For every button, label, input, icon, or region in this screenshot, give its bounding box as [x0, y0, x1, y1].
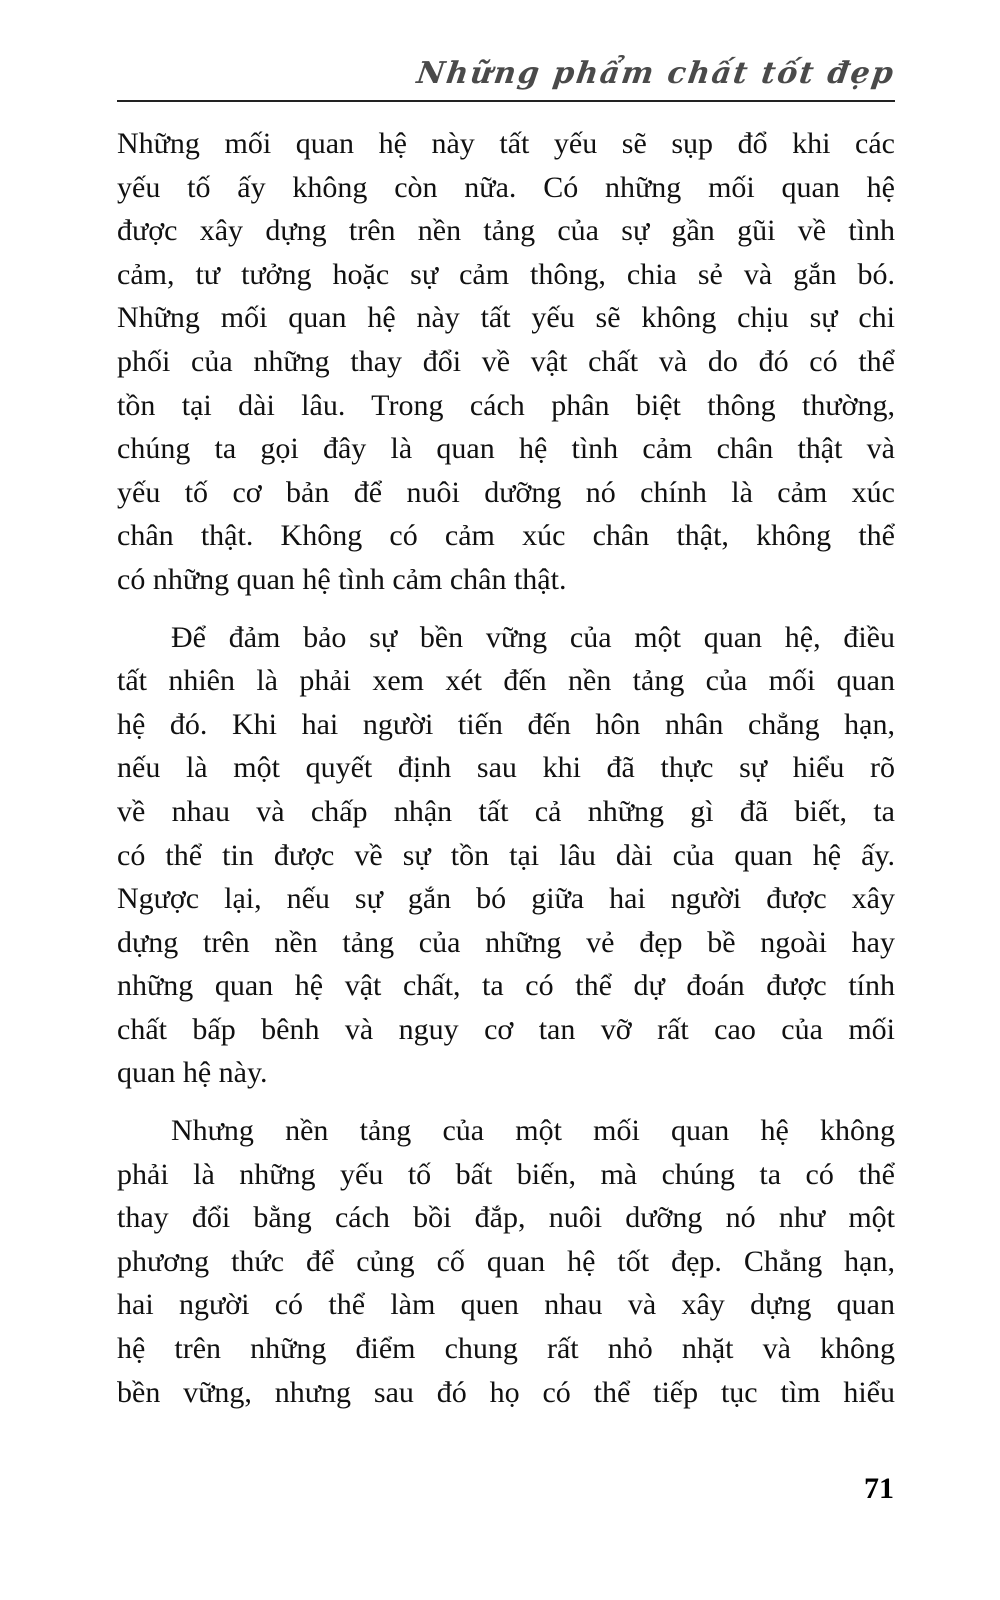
text-line: hai người có thể làm quen nhau và xây dựng quan: [117, 1288, 895, 1322]
paragraph-gap: [117, 602, 895, 616]
text-line: chân thật. Không có cảm xúc chân thật, không thể: [117, 519, 895, 553]
text-line: dựng trên nền tảng của những vẻ đẹp bề ngoài hay: [117, 925, 895, 959]
text-line: chúng ta gọi đây là quan hệ tình cảm chân thật và: [117, 432, 895, 466]
text-line: những quan hệ vật chất, ta có thể dự đoán được tính: [117, 969, 895, 1003]
text-line: Những mối quan hệ này tất yếu sẽ sụp đổ khi các: [117, 127, 895, 160]
text-line: yếu tố cơ bản để nuôi dưỡng nó chính là cảm xúc: [117, 475, 895, 509]
text-line: phối của những thay đổi về vật chất và do đó có thể: [117, 344, 895, 378]
running-header: [117, 52, 898, 102]
text-line: hệ trên những điểm chung rất nhỏ nhặt và không: [117, 1332, 895, 1366]
text-line: tất nhiên là phải xem xét đến nền tảng của mối quan: [117, 664, 895, 698]
text-line: bền vững, nhưng sau đó họ có thể tiếp tục tìm hiểu: [117, 1375, 895, 1409]
text-line: hệ đó. Khi hai người tiến đến hôn nhân chẳng hạn,: [117, 707, 895, 741]
text-line: Những mối quan hệ này tất yếu sẽ không chịu sự chi: [117, 301, 895, 335]
running-header-title: Những phẩm chất tốt đẹp: [414, 56, 898, 91]
text-line: Nhưng nền tảng của một mối quan hệ không: [171, 1114, 895, 1148]
text-line: Ngược lại, nếu sự gắn bó giữa hai người được xây: [117, 882, 895, 916]
text-line: tồn tại dài lâu. Trong cách phân biệt thông thường,: [117, 388, 895, 422]
paragraph-gap: [117, 1095, 895, 1109]
text-line: quan hệ này.: [117, 1056, 268, 1090]
text-line: phương thức để củng cố quan hệ tốt đẹp. Chẳng hạn,: [117, 1244, 895, 1278]
text-line: yếu tố ấy không còn nữa. Có những mối quan hệ: [117, 170, 895, 204]
text-line: cảm, tư tưởng hoặc sự cảm thông, chia sẻ và gắn bó.: [117, 257, 895, 291]
paragraph-2: [117, 616, 895, 1096]
text-line: nếu là một quyết định sau khi đã thực sự hiểu rõ: [117, 751, 895, 785]
text-line: có thể tin được về sự tồn tại lâu dài của quan hệ ấy.: [117, 838, 895, 872]
text-line: Để đảm bảo sự bền vững của một quan hệ, điều: [171, 620, 895, 654]
body-text: [117, 122, 895, 1414]
text-line: phải là những yếu tố bất biến, mà chúng ta có thể: [117, 1157, 895, 1191]
text-line: có những quan hệ tình cảm chân thật.: [117, 562, 567, 596]
text-line: chất bấp bênh và nguy cơ tan vỡ rất cao của mối: [117, 1012, 895, 1046]
text-line: về nhau và chấp nhận tất cả những gì đã biết, ta: [117, 794, 895, 828]
text-line: được xây dựng trên nền tảng của sự gần gũi về tình: [117, 214, 895, 248]
paragraph-3: [117, 1109, 895, 1414]
page-number: 71: [864, 1472, 894, 1505]
text-line: thay đổi bằng cách bồi đắp, nuôi dưỡng nó như một: [117, 1201, 895, 1235]
paragraph-1: [117, 122, 895, 602]
